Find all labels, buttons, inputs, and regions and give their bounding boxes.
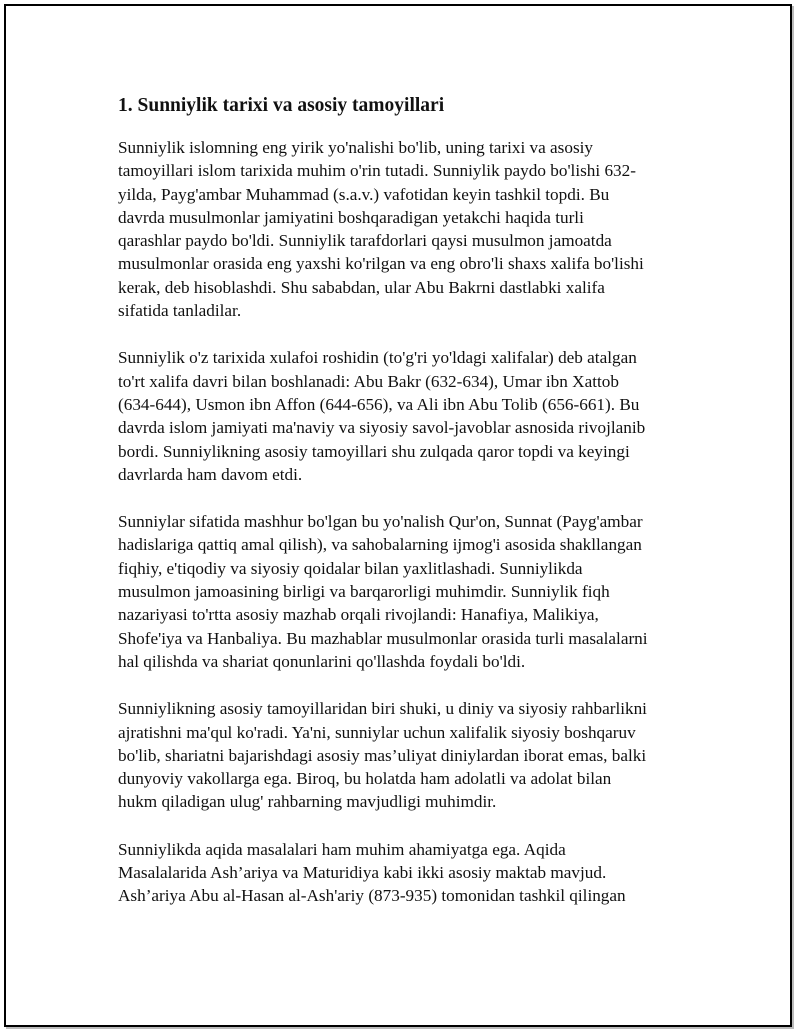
paragraph bbox=[118, 697, 678, 813]
paragraph-line: qarashlar paydo bo'ldi. Sunniylik tarafdorlari qaysi musulmon jamoatda bbox=[118, 231, 612, 251]
paragraph-line: hadislariga qattiq amal qilish), va sahobalarning ijmog'i asosida shakllangan bbox=[118, 535, 642, 555]
paragraph-line: davrda islom jamiyati ma'naviy va siyosiy savol-javoblar asnosida rivojlanib bbox=[118, 418, 646, 438]
paragraph-line: Shofe'iya va Hanbaliya. Bu mazhablar musulmonlar orasida turli masalalarni bbox=[118, 628, 648, 648]
paragraph-line: Sunniylikda aqida masalalari ham muhim ahamiyatga ega. Aqida bbox=[118, 839, 566, 859]
paragraph-line: kerak, deb hisoblashdi. Shu sababdan, ular Abu Bakrni dastlabki xalifa bbox=[118, 277, 605, 297]
paragraph-line: Ash’ariya Abu al-Hasan al-Ash'ariy (873-935) tomonidan tashkil qilingan bbox=[118, 886, 626, 906]
paragraph-line: hukm qiladigan ulug' rahbarning mavjudligi muhimdir. bbox=[118, 792, 497, 812]
paragraph-line: Masalalarida Ash’ariya va Maturidiya kabi ikki asosiy maktab mavjud. bbox=[118, 863, 607, 883]
paragraph-line: sifatida tanladilar. bbox=[118, 301, 242, 321]
paragraph-line: davrda musulmonlar jamiyatini boshqaradigan yetakchi haqida turli bbox=[118, 207, 584, 227]
paragraph-line: nazariyasi to'rtta asosiy mazhab orqali rivojlandi: Hanafiya, Malikiya, bbox=[118, 605, 599, 625]
paragraph-line: hal qilishda va shariat qonunlarini qo'llashda foydali bo'ldi. bbox=[118, 651, 526, 671]
paragraph-line: Sunniylik o'z tarixida xulafoi roshidin (to'g'ri yo'ldagi xalifalar) deb atalgan bbox=[118, 348, 637, 368]
paragraph bbox=[118, 838, 678, 908]
document-body bbox=[118, 92, 678, 932]
paragraph-line: (634-644), Usmon ibn Affon (644-656), va Ali ibn Abu Tolib (656-661). Bu bbox=[118, 394, 640, 414]
paragraph-line: musulmonlar orasida eng yaxshi ko'rilgan va eng obro'li shaxs xalifa bo'lishi bbox=[118, 254, 644, 274]
paragraph-line: Sunniylikning asosiy tamoyillaridan biri shuki, u diniy va siyosiy rahbarlikni bbox=[118, 699, 647, 719]
section-heading: 1. Sunniylik tarixi va asosiy tamoyillari bbox=[118, 95, 445, 116]
paragraph-line: Sunniylik islomning eng yirik yo'nalishi bo'lib, uning tarixi va asosiy bbox=[118, 138, 594, 157]
paragraph-line: davrlarda ham davom etdi. bbox=[118, 464, 303, 484]
paragraph-line: fiqhiy, e'tiqodiy va siyosiy qoidalar bilan yaxlitlashadi. Sunniylikda bbox=[118, 558, 583, 578]
paragraph-line: tamoyillari islom tarixida muhim o'rin tutadi. Sunniylik paydo bo'lishi 632- bbox=[118, 161, 636, 181]
paragraph-line: yilda, Payg'ambar Muhammad (s.a.v.) vafotidan keyin tashkil topdi. Bu bbox=[118, 184, 610, 204]
paragraph-line: dunyoviy vakollarga ega. Biroq, bu holatda ham adolatli va adolat bilan bbox=[118, 769, 612, 789]
paragraph bbox=[118, 346, 678, 486]
paragraph bbox=[118, 510, 678, 673]
paragraph bbox=[118, 136, 678, 322]
paragraph-line: ajratishni ma'qul ko'radi. Ya'ni, sunniylar uchun xalifalik siyosiy boshqaruv bbox=[118, 722, 636, 742]
paragraph-line: bo'lib, shariatni bajarishdagi asosiy mas’uliyat diniylardan iborat emas, balki bbox=[118, 745, 647, 765]
paragraph-line: Sunniylar sifatida mashhur bo'lgan bu yo'nalish Qur'on, Sunnat (Payg'ambar bbox=[118, 512, 643, 532]
paragraph-line: musulmon jamoasining birligi va barqarorligi muhimdir. Sunniylik fiqh bbox=[118, 582, 610, 602]
paragraph-line: bordi. Sunniylikning asosiy tamoyillari shu zulqada qaror topdi va keyingi bbox=[118, 441, 630, 461]
paragraphs-container bbox=[118, 136, 678, 908]
paragraph-line: to'rt xalifa davri bilan boshlanadi: Abu Bakr (632-634), Umar ibn Xattob bbox=[118, 371, 619, 391]
